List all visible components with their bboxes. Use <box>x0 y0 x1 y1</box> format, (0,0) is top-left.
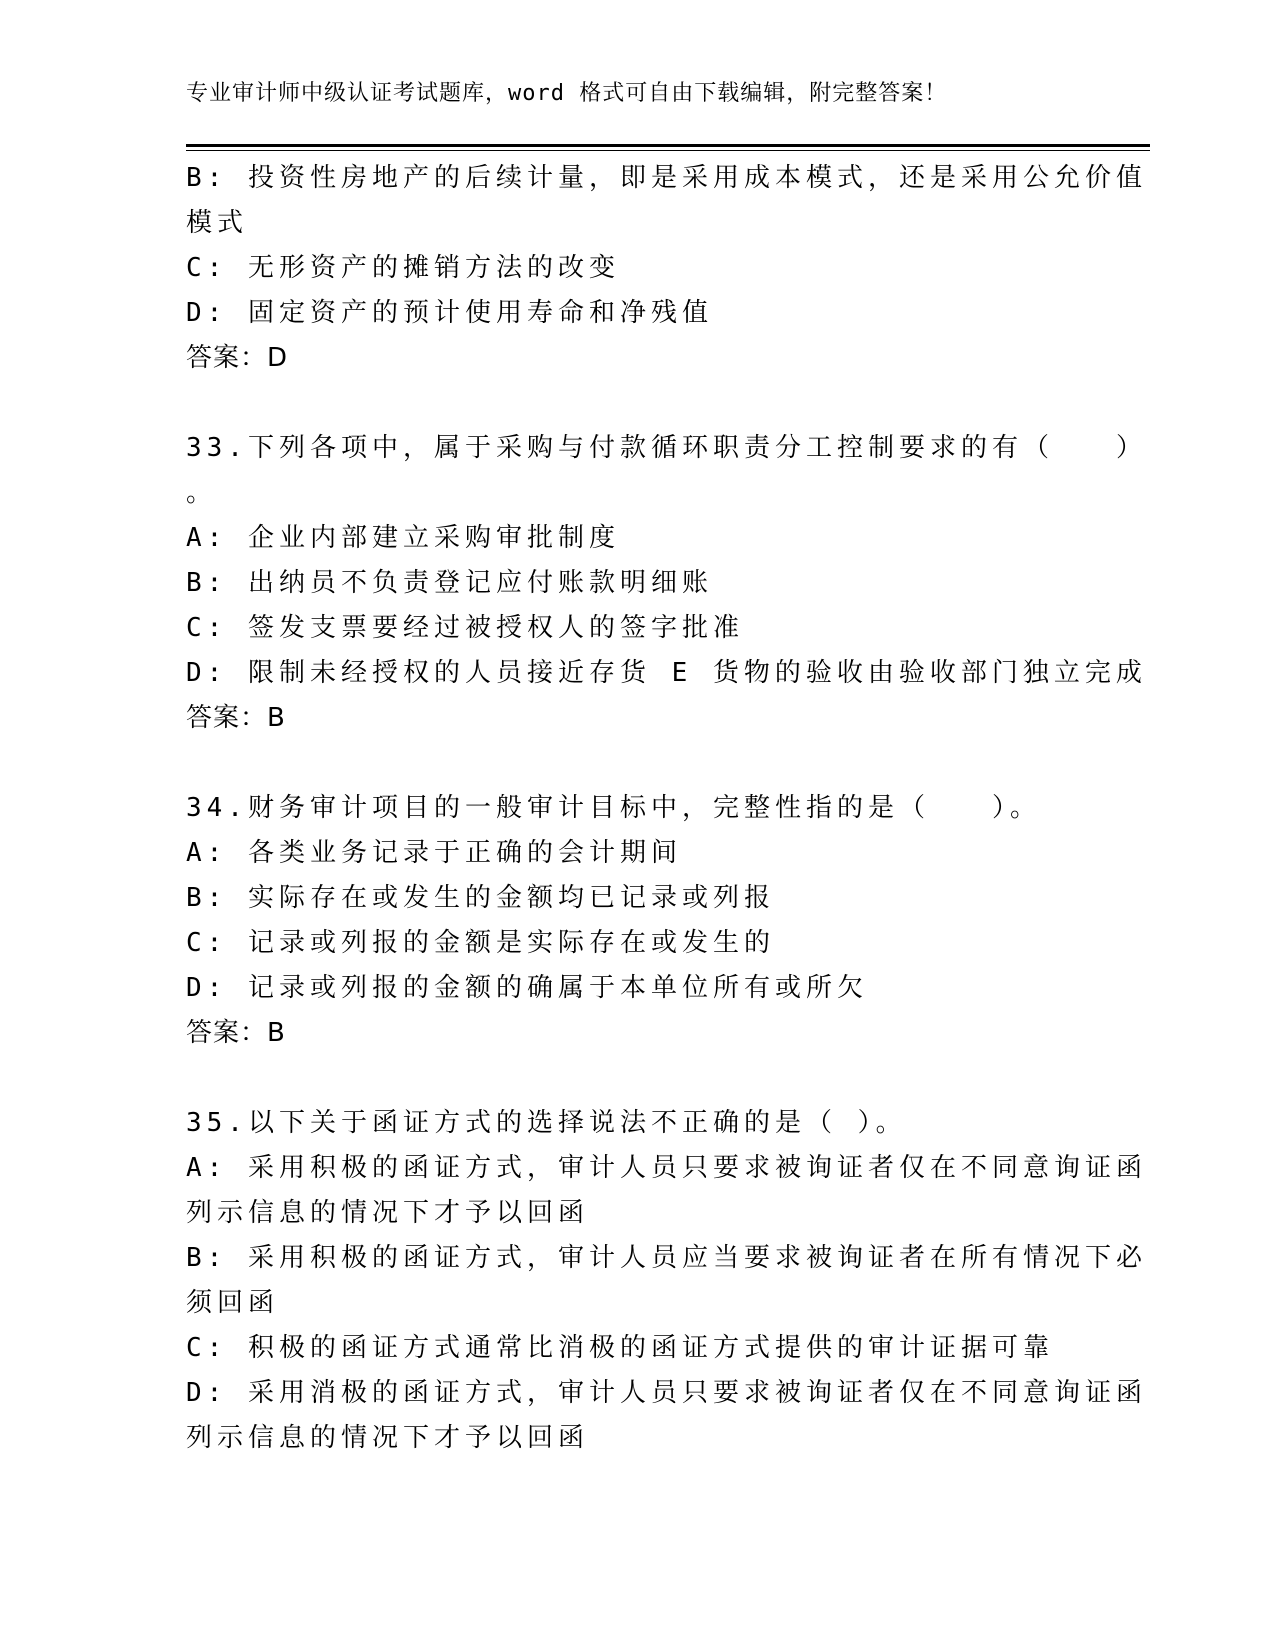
option-a: A: 各类业务记录于正确的会计期间 <box>186 838 682 868</box>
option-d: D: 固定资产的预计使用寿命和净残值 <box>186 298 713 328</box>
page-header: 专业审计师中级认证考试题库，word 格式可自由下载编辑，附完整答案！ <box>186 81 948 106</box>
option-a-line-2: 列示信息的情况下才予以回函 <box>186 1198 590 1228</box>
option-c: C: 无形资产的摊销方法的改变 <box>186 253 620 283</box>
option-b-line-2: 模式 <box>186 208 249 238</box>
header-divider-thick <box>186 144 1150 147</box>
option-b-line-2: 须回函 <box>186 1288 280 1318</box>
option-b-line-1: B: 投资性房地产的后续计量，即是采用成本模式，还是采用公允价值 <box>186 163 1147 193</box>
answer: 答案：D <box>186 343 289 373</box>
option-b: B: 出纳员不负责登记应付账款明细账 <box>186 568 713 598</box>
question-stem: 34.财务审计项目的一般审计目标中，完整性指的是（ ）。 <box>186 793 1041 823</box>
question-33 <box>186 426 1147 741</box>
option-c: C: 记录或列报的金额是实际存在或发生的 <box>186 928 775 958</box>
option-d-line-1: D: 采用消极的函证方式，审计人员只要求被询证者仅在不同意询证函 <box>186 1378 1147 1408</box>
option-a: A: 企业内部建立采购审批制度 <box>186 523 620 553</box>
answer: 答案：B <box>186 1018 286 1048</box>
question-34 <box>186 786 1086 1056</box>
option-d: D: 限制未经授权的人员接近存货 E 货物的验收由验收部门独立完成 <box>186 658 1147 688</box>
option-c: C: 积极的函证方式通常比消极的函证方式提供的审计证据可靠 <box>186 1333 1054 1363</box>
option-b: B: 实际存在或发生的金额均已记录或列报 <box>186 883 775 913</box>
spacer <box>186 1056 1086 1101</box>
option-b-line-1: B: 采用积极的函证方式，审计人员应当要求被询证者在所有情况下必 <box>186 1243 1147 1273</box>
question-stem: 35.以下关于函证方式的选择说法不正确的是（ ）。 <box>186 1108 907 1138</box>
answer: 答案：B <box>186 703 286 733</box>
spacer <box>186 381 1086 426</box>
option-c: C: 签发支票要经过被授权人的签字批准 <box>186 613 744 643</box>
option-d: D: 记录或列报的金额的确属于本单位所有或所欠 <box>186 973 868 1003</box>
question-32 <box>186 156 1147 381</box>
question-content <box>186 156 1147 1461</box>
question-stem-line-2: 。 <box>186 478 218 508</box>
option-d-line-2: 列示信息的情况下才予以回函 <box>186 1423 590 1453</box>
option-a-line-1: A: 采用积极的函证方式，审计人员只要求被询证者仅在不同意询证函 <box>186 1153 1147 1183</box>
question-stem-line-1: 33.下列各项中，属于采购与付款循环职责分工控制要求的有（ ） <box>186 433 1147 463</box>
header-divider-thin <box>186 150 1150 151</box>
question-35 <box>186 1101 1147 1461</box>
spacer <box>186 741 1086 786</box>
